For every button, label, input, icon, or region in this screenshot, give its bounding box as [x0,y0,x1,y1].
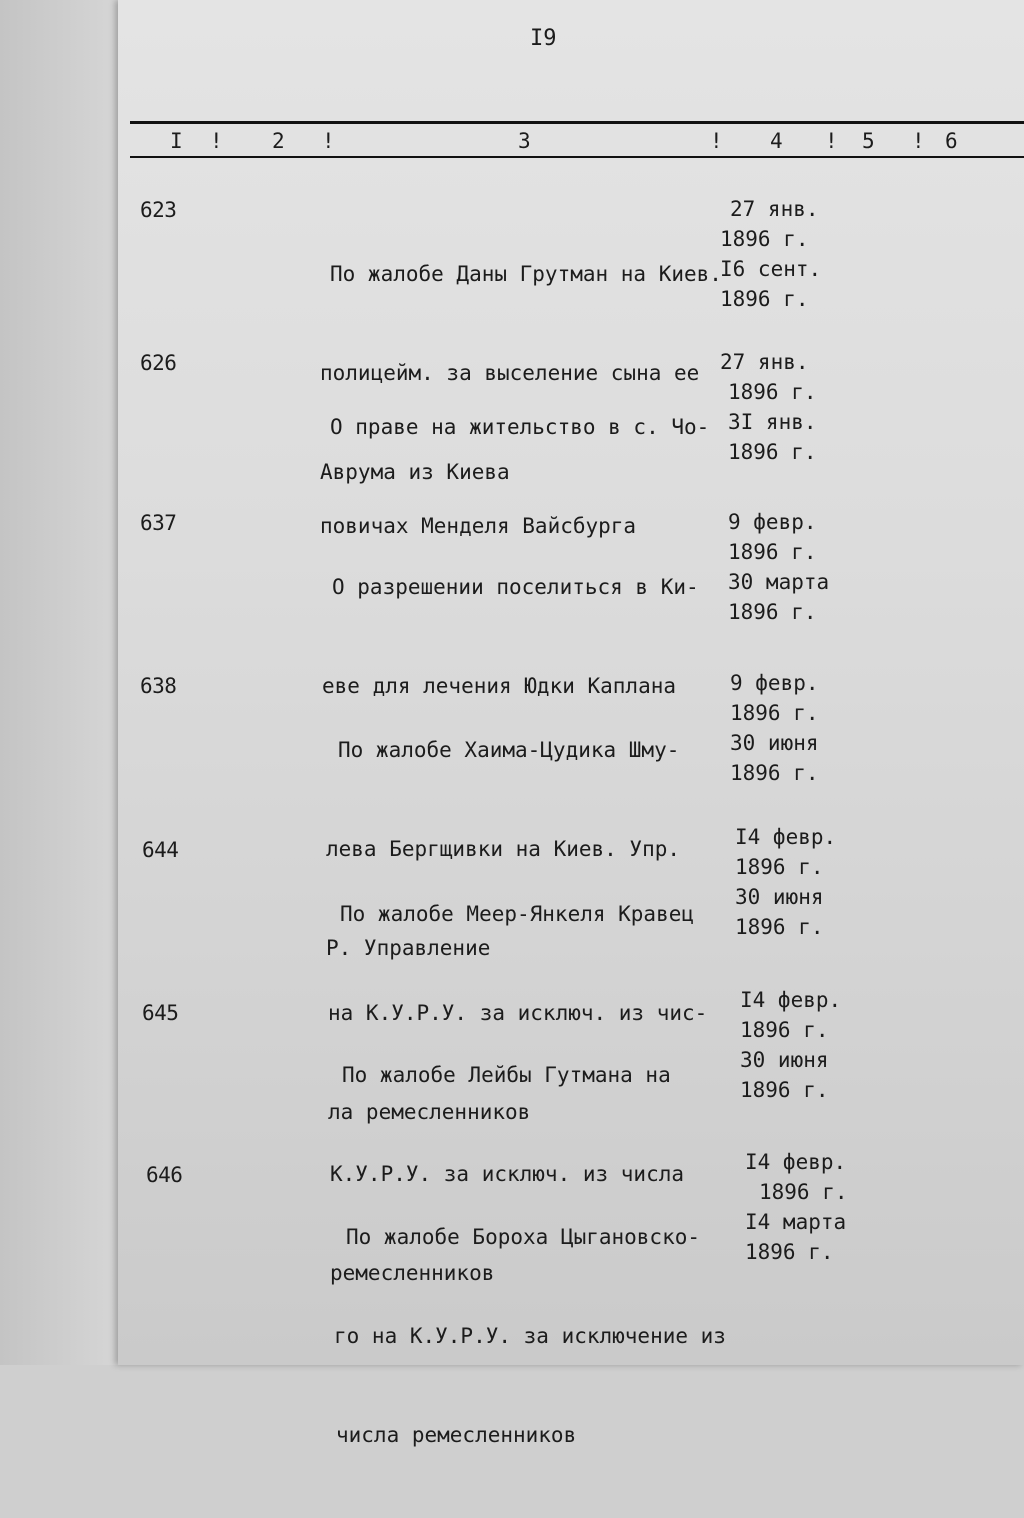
page-number: I9 [530,26,557,51]
column-separator: ! [825,129,838,153]
date-line: 30 июня [740,1048,829,1072]
record-dates [745,1147,885,1267]
record-dates [735,822,875,942]
description-line: По жалобе Лейбы Гутмана на [342,1063,671,1087]
column-header-1: I [170,129,183,153]
column-header-5: 5 [862,129,875,153]
date-line: 9 февр. [730,671,819,695]
date-line: I6 сент. [720,257,822,281]
date-line: 27 янв. [720,350,809,374]
date-line: 1896 г. [759,1180,848,1204]
description-line: Аврума из Киева [320,460,510,484]
date-line: 1896 г. [728,380,817,404]
record-dates [728,507,868,627]
record-description [334,1155,766,1518]
description-line: полицейм. за выселение сына ее [320,361,700,385]
record-number: 623 [140,198,177,222]
header-rule-bottom [130,156,1024,158]
description-line: О праве на жительство в с. Чо- [330,415,710,439]
description-line: числа ремесленников [336,1423,577,1447]
column-separator: ! [322,129,335,153]
description-line: на К.У.Р.У. за исключ. из чис- [328,1001,708,1025]
description-line: По жалобе Бороха Цыгановско- [346,1225,701,1249]
description-line: го на К.У.Р.У. за исключение из [334,1324,726,1348]
date-line: 1896 г. [728,600,817,624]
date-line: I4 февр. [735,825,837,849]
date-line: 1896 г. [740,1078,829,1102]
column-header-4: 4 [770,129,783,153]
description-line: К.У.Р.У. за исключ. из числа [330,1162,685,1186]
record-dates [720,194,860,314]
record-number: 638 [140,674,177,698]
description-line: О разрешении поселиться в Ки- [332,575,699,599]
date-line: 27 янв. [730,197,819,221]
column-separator: ! [912,129,925,153]
record-dates [730,668,870,788]
record-number: 644 [142,838,179,862]
date-line: 1896 г. [728,540,817,564]
description-line: Р. Управление [326,936,491,960]
column-header-6: 6 [945,129,958,153]
description-line: ремесленников [330,1261,495,1285]
description-line: лева Бергщивки на Киев. Упр. [326,837,681,861]
record-number: 626 [140,351,177,375]
date-line: 30 июня [735,885,824,909]
date-line: 1896 г. [735,915,824,939]
description-line: повичах Менделя Вайсбурга [320,514,637,538]
date-line: 1896 г. [735,855,824,879]
description-line: еве для лечения Юдки Каплана [322,674,677,698]
description-line: По жалобе Меер-Янкеля Кравец [340,902,695,926]
record-dates [740,985,880,1105]
description-line: По жалобе Даны Грутман на Киев. [330,262,722,286]
description-line: ла ремесленников [328,1100,531,1124]
date-line: 9 февр. [728,510,817,534]
column-header-3: 3 [518,129,531,153]
date-line: 3I янв. [728,410,817,434]
date-line: 30 марта [728,570,830,594]
column-header-2: 2 [272,129,285,153]
date-line: 1896 г. [730,701,819,725]
column-separator: ! [210,129,223,153]
date-line: 1896 г. [728,440,817,464]
column-separator: ! [710,129,723,153]
date-line: 1896 г. [745,1240,834,1264]
description-line: По жалобе Хаима-Цудика Шму- [338,738,680,762]
date-line: 1896 г. [720,287,809,311]
record-number: 645 [142,1001,179,1025]
record-number: 646 [146,1163,183,1187]
date-line: I4 февр. [740,988,842,1012]
record-number: 637 [140,511,177,535]
date-line: 30 июня [730,731,819,755]
date-line: 1896 г. [720,227,809,251]
header-rule-top [130,121,1024,124]
date-line: I4 февр. [745,1150,847,1174]
background-desk [0,0,120,1365]
date-line: 1896 г. [730,761,819,785]
date-line: 1896 г. [740,1018,829,1042]
date-line: I4 марта [745,1210,847,1234]
record-dates [720,347,860,467]
